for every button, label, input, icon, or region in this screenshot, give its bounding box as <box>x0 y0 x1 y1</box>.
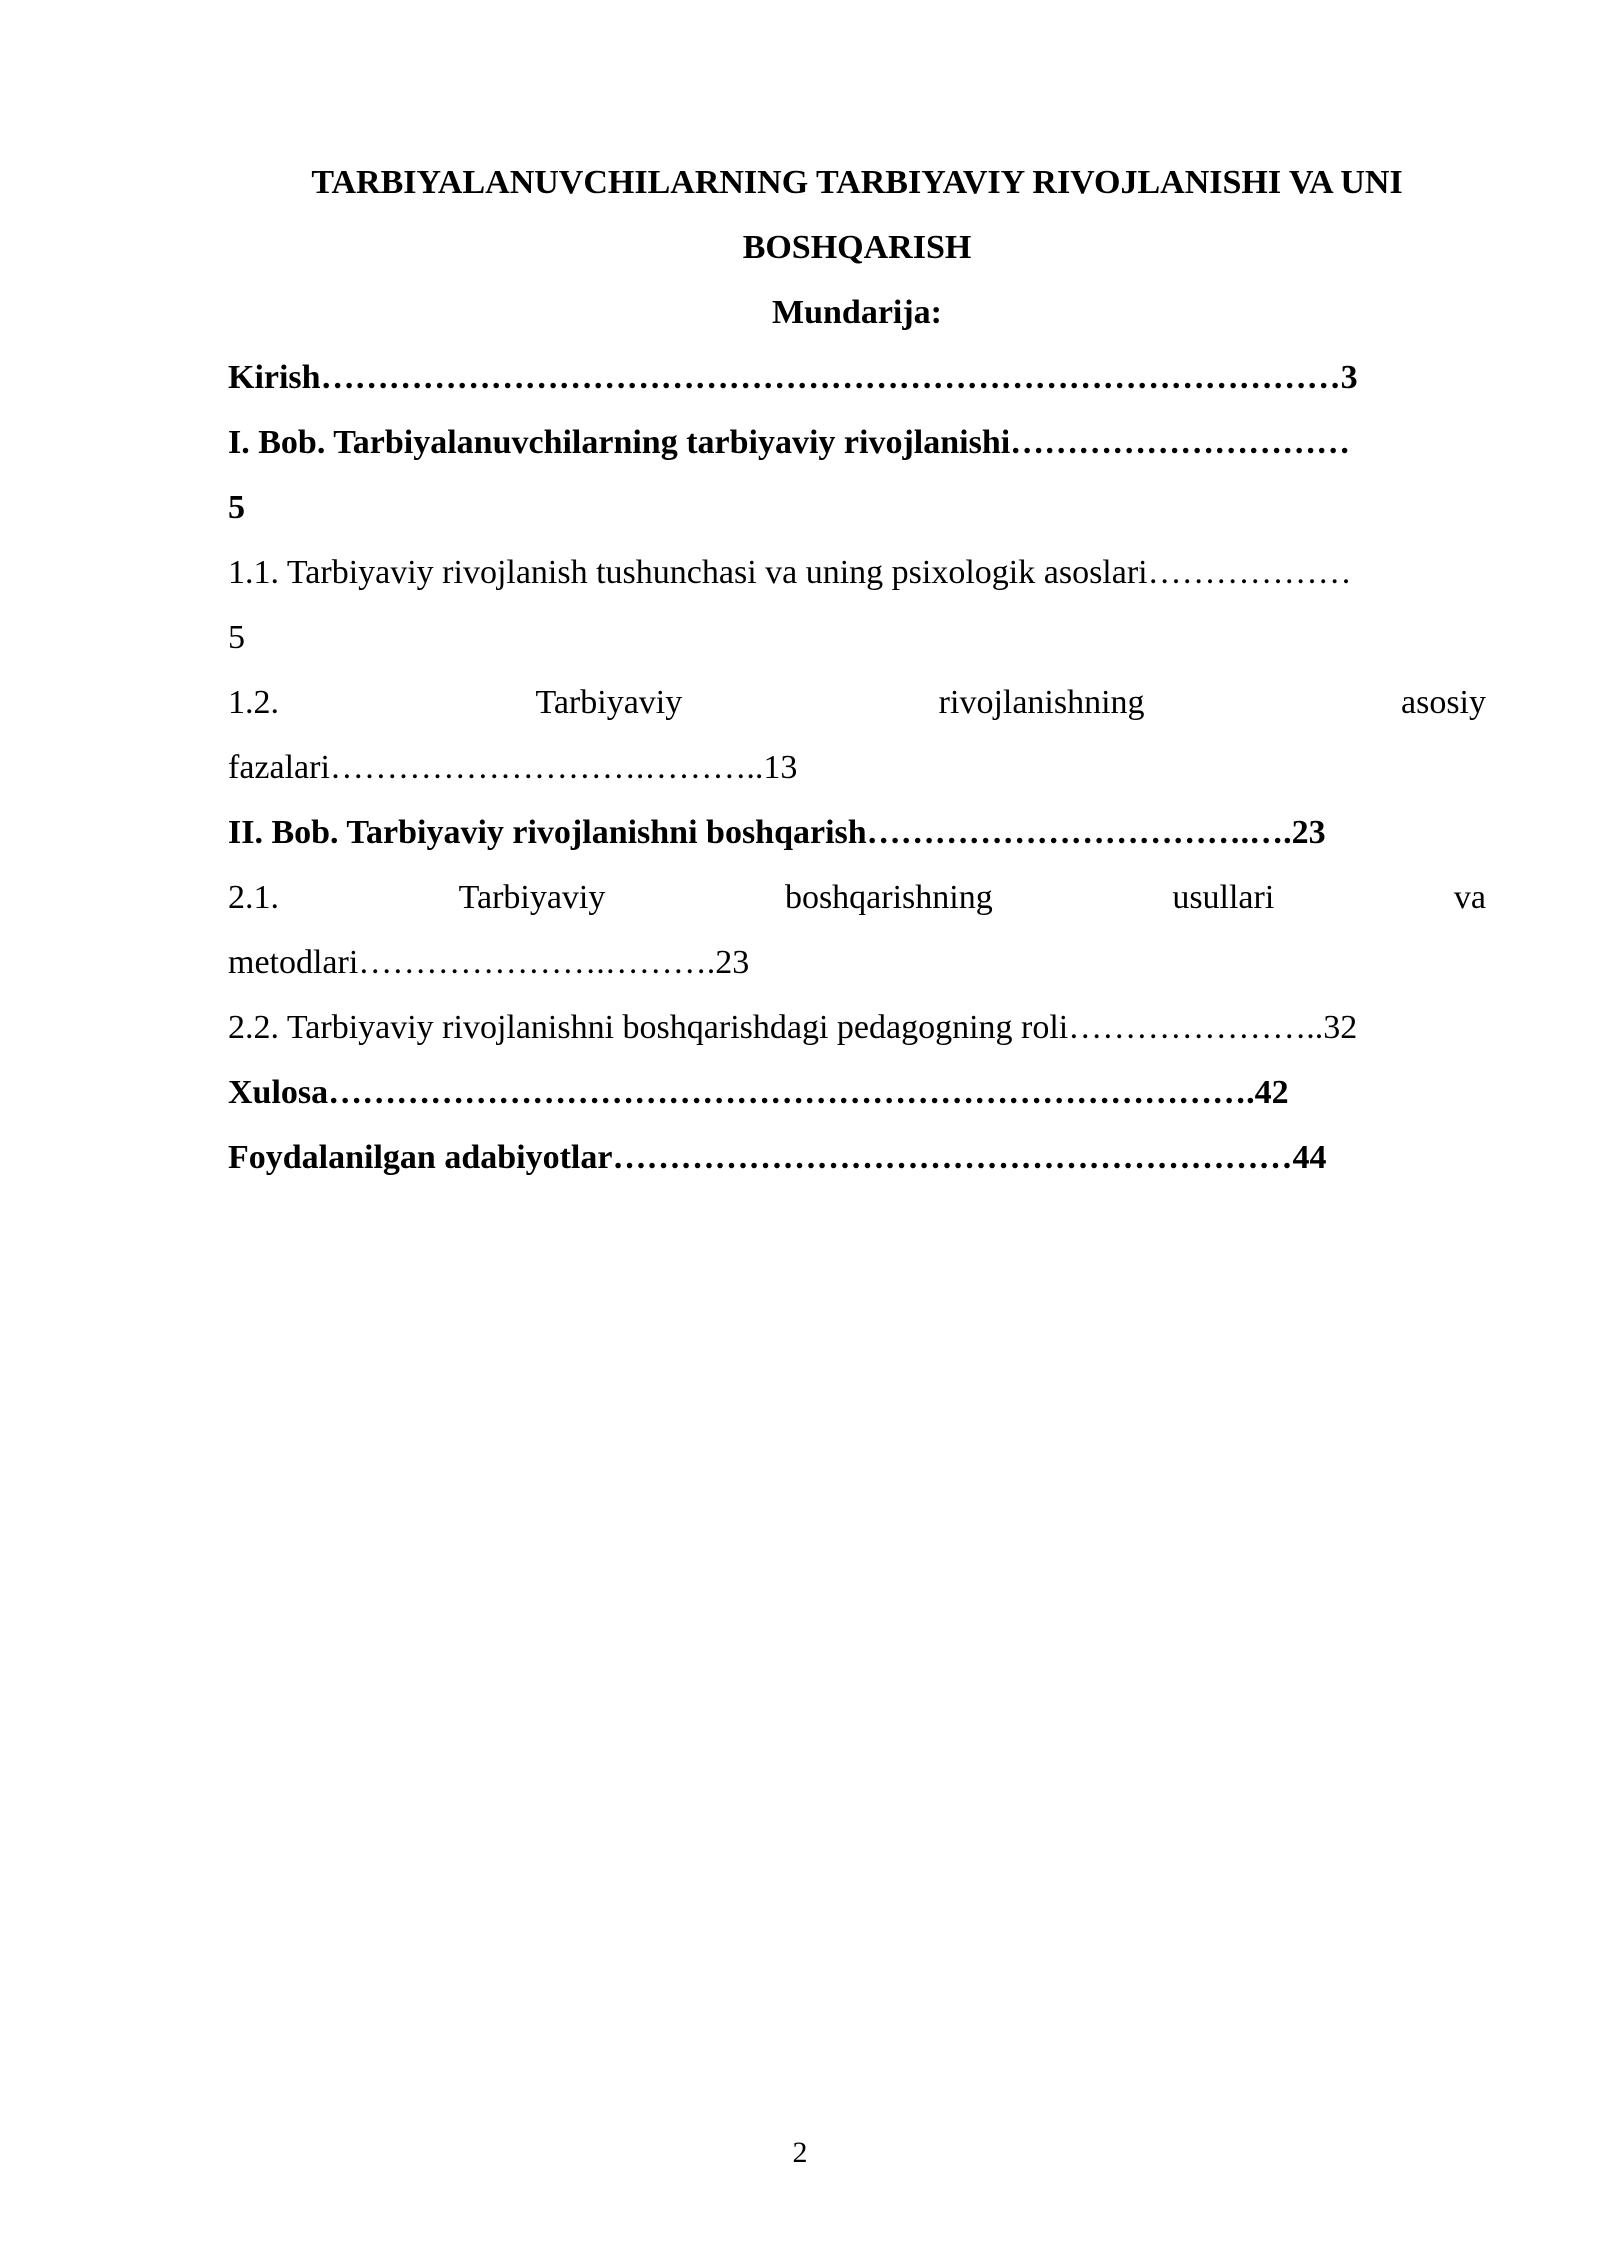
toc-entry-section-1-2 <box>228 670 1486 735</box>
toc-entry-section-1-1-page: 5 <box>228 619 245 656</box>
toc-entry-section-1-2-cont: fazalari……………………….………..13 <box>228 749 798 786</box>
toc-entry-section-2-1-cont: metodlari………………….……….23 <box>228 944 750 981</box>
toc-word: Tarbiyaviy <box>458 879 606 916</box>
toc-word: rivojlanishning <box>938 684 1145 721</box>
document-title-line-1: TARBIYALANUVCHILARNING TARBIYAVIY RIVOJLANISHI VA UNI <box>311 164 1403 201</box>
toc-word: asosiy <box>1401 684 1486 721</box>
toc-entry-chapter-1-page: 5 <box>228 489 245 526</box>
toc-entry-xulosa: Xulosa……………………………………………………………………….42 <box>228 1074 1289 1111</box>
toc-entry-kirish: Kirish………………………………………………………………………………3 <box>228 359 1358 396</box>
toc-entry-section-1-1: 1.1. Tarbiyaviy rivojlanish tushunchasi va uning psixologik asoslari……………… <box>228 554 1352 591</box>
toc-word: 1.2. <box>228 684 279 721</box>
toc-word: Tarbiyaviy <box>535 684 683 721</box>
page-number: 2 <box>792 2136 808 2169</box>
toc-entry-section-2-1 <box>228 865 1486 930</box>
toc-heading: Mundarija: <box>772 294 942 331</box>
toc-word: va <box>1453 879 1486 916</box>
toc-entry-chapter-2: II. Bob. Tarbiyaviy rivojlanishni boshqarish…………………………….….23 <box>228 814 1326 851</box>
toc-entry-references: Foydalanilgan adabiyotlar……………………………………………………44 <box>228 1139 1327 1176</box>
toc-entry-section-2-2: 2.2. Tarbiyaviy rivojlanishni boshqarishdagi pedagogning roli…………………..32 <box>228 1009 1358 1046</box>
document-title-line-2: BOSHQARISH <box>742 229 972 266</box>
toc-word: usullari <box>1172 879 1275 916</box>
toc-word: boshqarishning <box>784 879 993 916</box>
page-content <box>228 150 1486 1190</box>
toc-word: 2.1. <box>228 879 279 916</box>
toc-entry-chapter-1: I. Bob. Tarbiyalanuvchilarning tarbiyaviy rivojlanishi………………………… <box>228 424 1351 461</box>
